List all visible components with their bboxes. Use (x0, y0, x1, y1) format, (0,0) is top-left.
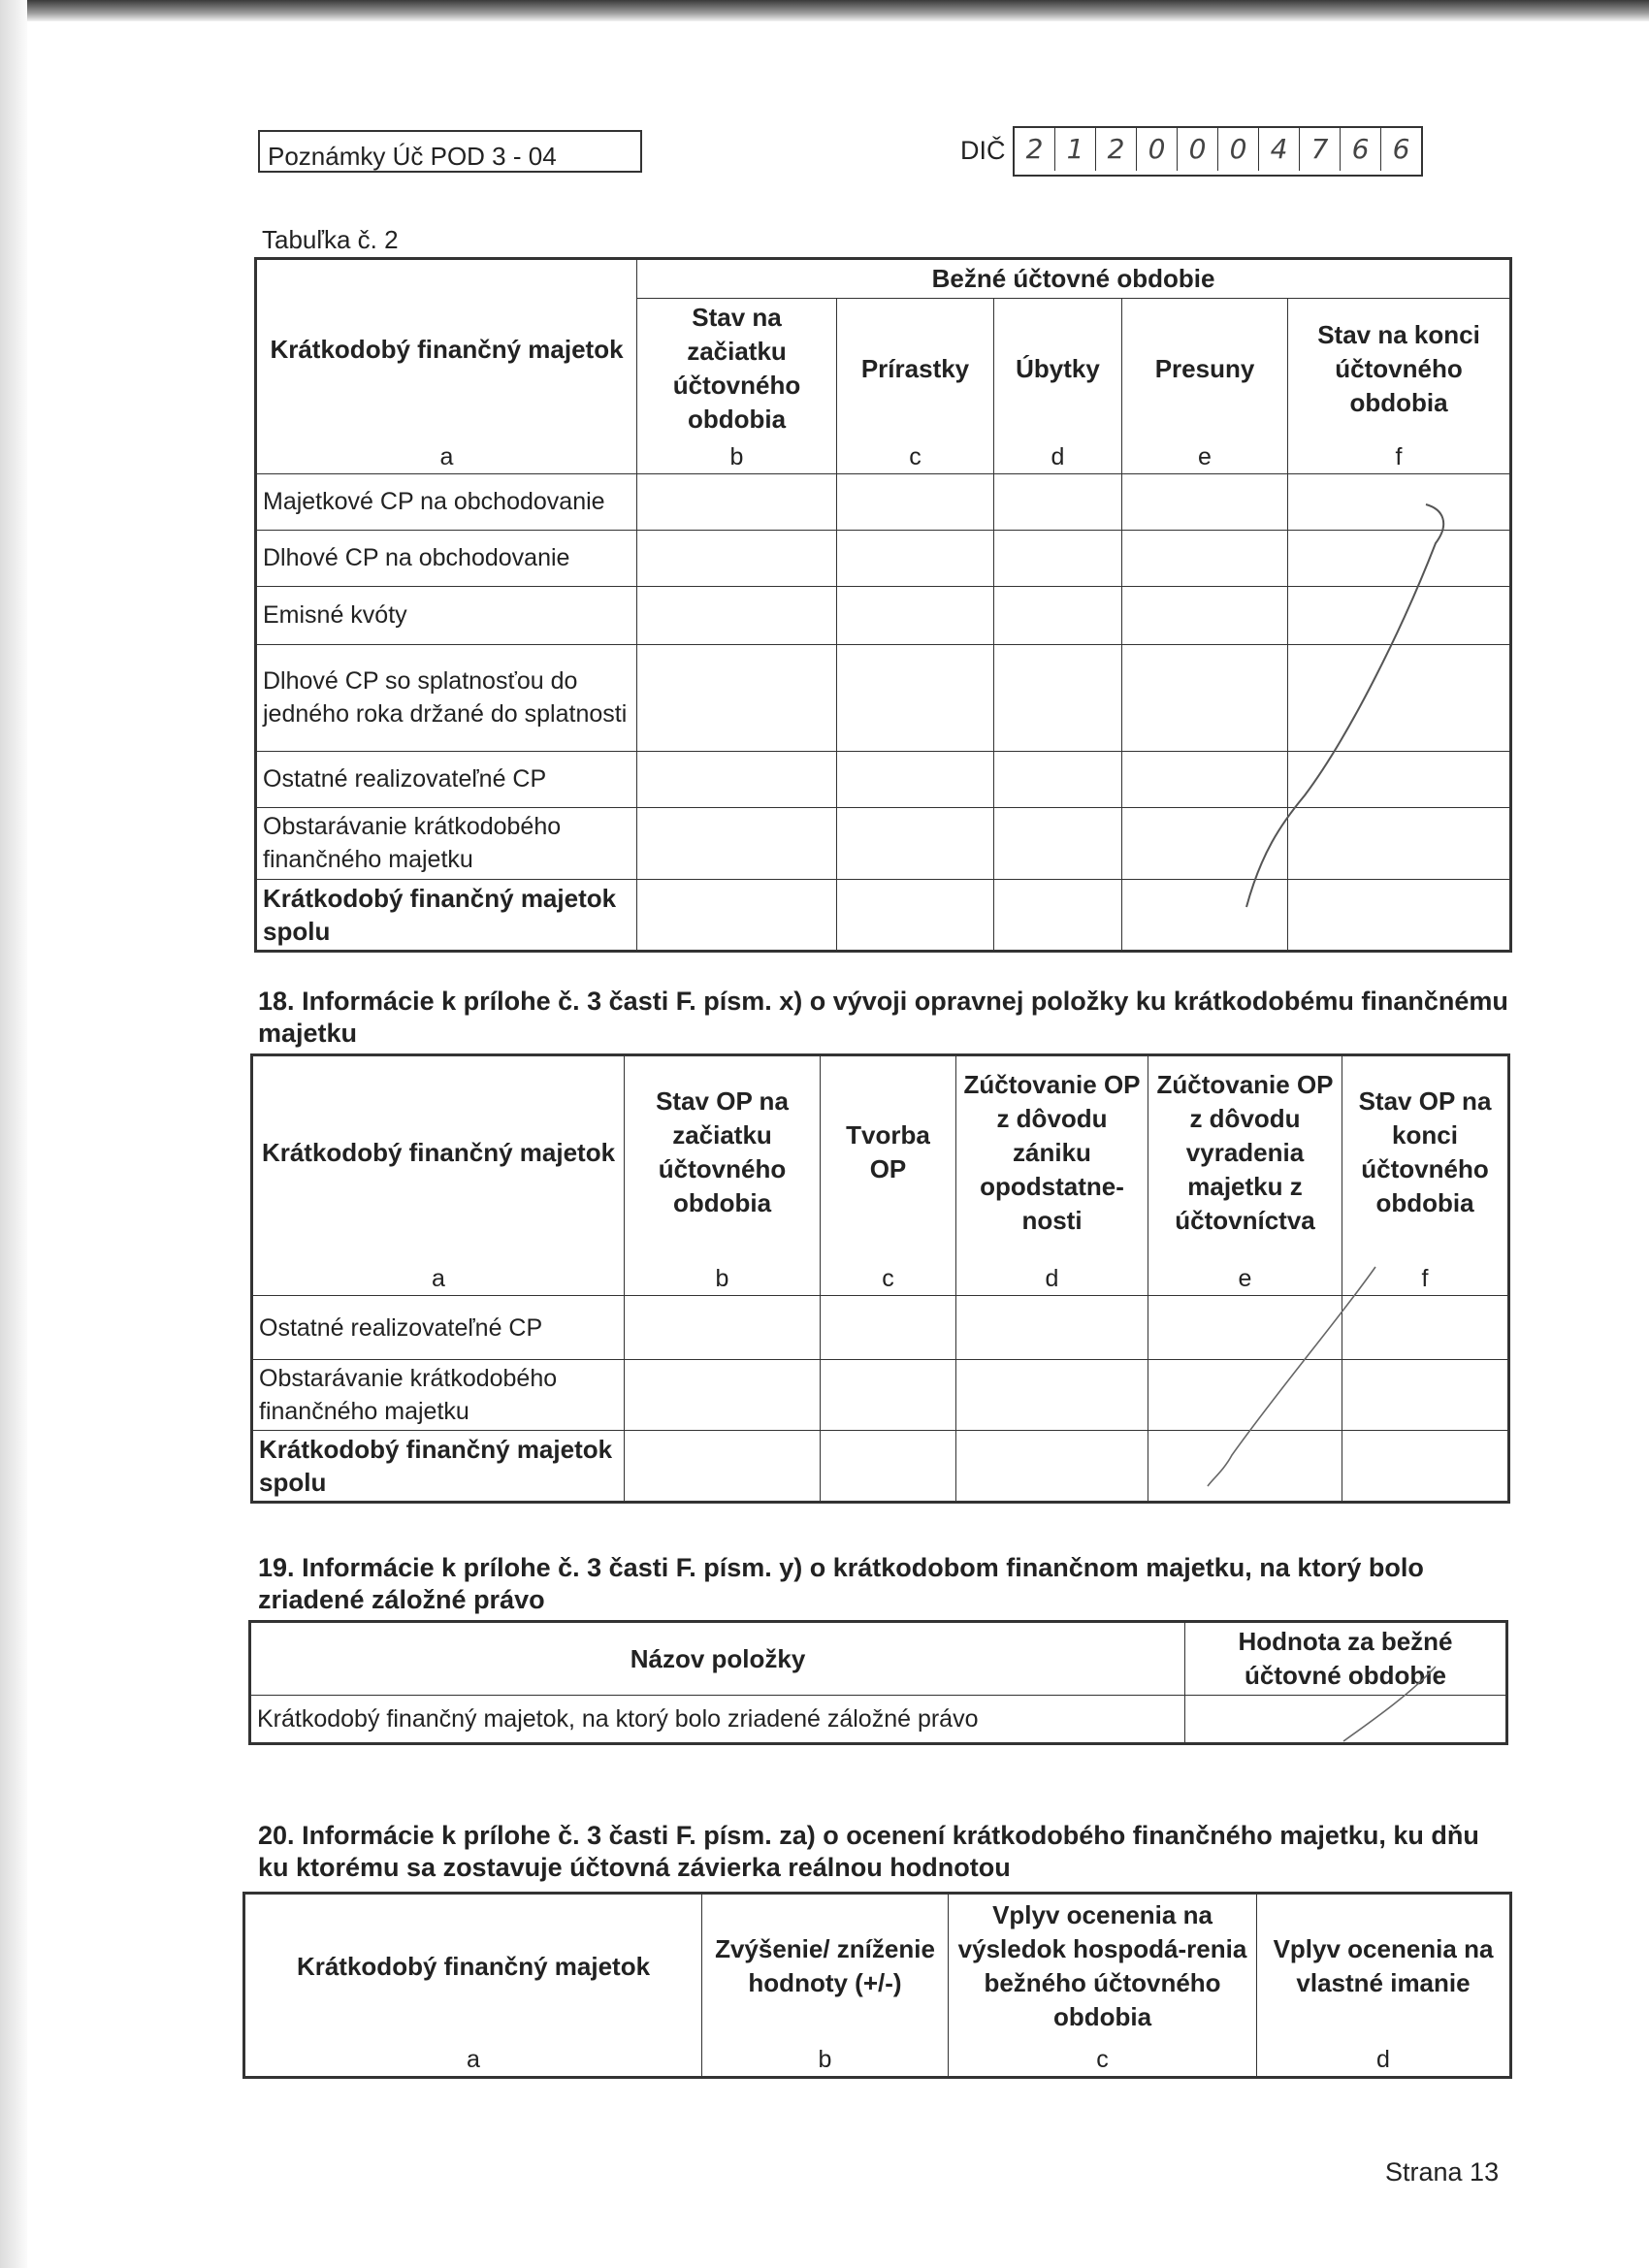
row-label: Obstarávanie krátkodobého finančného majetku (252, 1360, 625, 1431)
table19-header-name: Názov položky (250, 1622, 1185, 1696)
table2-caption: Tabuľka č. 2 (262, 225, 399, 254)
dic-digit: 0 (1218, 128, 1259, 171)
dic-digit: 2 (1015, 128, 1055, 171)
row-label: Dlhové CP na obchodovanie (256, 530, 637, 586)
table20-header-b: Zvýšenie/ zníženie hodnoty (+/-) (702, 1894, 949, 2039)
table18-letter: e (1148, 1249, 1342, 1296)
dic-digit: 6 (1392, 133, 1410, 165)
table2-header-period: Bežné účtovné obdobie (637, 259, 1511, 299)
table2-header-c: Prírastky (837, 299, 994, 439)
total-label: Krátkodobý finančný majetok spolu (256, 879, 637, 951)
table18-letter: c (821, 1249, 956, 1296)
table2-header-d: Úbytky (994, 299, 1122, 439)
row-label: Dlhové CP so splatnosťou do jedného roka držané do splatnosti (256, 644, 637, 751)
table18-letter: b (625, 1249, 821, 1296)
table18-header-a: Krátkodobý finančný majetok (252, 1055, 625, 1249)
table20-header-a: Krátkodobý finančný majetok (244, 1894, 702, 2039)
table20-letter: a (244, 2039, 702, 2078)
table18-letter: f (1342, 1249, 1509, 1296)
section19-title: Informácie k prílohe č. 3 časti F. písm. y) o krátkodobom finančnom majetku, na ktorý bolo zriadené záložné právo (258, 1553, 1424, 1614)
section20-title: Informácie k prílohe č. 3 časti F. písm. za) o ocenení krátkodobého finančného majetku, ku dňu ku ktorému sa zostavuje účtovná závierka reálnou hodnotou (258, 1821, 1479, 1882)
table18-header-b: Stav OP na začiatku účtovného obdobia (625, 1055, 821, 1249)
table2-header-e: Presuny (1122, 299, 1288, 439)
row-label: Majetkové CP na obchodovanie (256, 473, 637, 530)
table2-letter: f (1288, 438, 1511, 473)
table18-header-d: Zúčtovanie OP z dôvodu zániku opodstatne-nosti (956, 1055, 1148, 1249)
dic-digit: 0 (1137, 128, 1178, 171)
table18-header-e: Zúčtovanie OP z dôvodu vyradenia majetku z účtovníctva (1148, 1055, 1342, 1249)
dic-digit: 0 (1178, 128, 1218, 171)
section18-number: 18. (258, 987, 295, 1016)
row-label: Emisné kvóty (256, 586, 637, 644)
table20-header-c: Vplyv ocenenia na výsledok hospodá-renia bežného účtovného obdobia (949, 1894, 1257, 2039)
document-label: Poznámky Úč POD 3 - 04 (268, 142, 557, 171)
table18-letter: d (956, 1249, 1148, 1296)
table2-header-a: Krátkodobý finančný majetok (256, 259, 637, 439)
table19-header-value: Hodnota za bežné účtovné obdobie (1185, 1622, 1507, 1696)
dic-digit: 2 (1096, 128, 1137, 171)
row-label: Obstarávanie krátkodobého finančného majetku (256, 807, 637, 879)
pen-stroke-table18 (1208, 1267, 1375, 1486)
pen-stroke-table19 (1343, 1667, 1436, 1741)
total-label: Krátkodobý finančný majetok spolu (252, 1431, 625, 1503)
table2-header-f: Stav na konci účtovného obdobia (1288, 299, 1511, 439)
table18-letter: a (252, 1249, 625, 1296)
table2-letter: c (837, 438, 994, 473)
table20-letter: c (949, 2039, 1257, 2078)
table18-header-f: Stav OP na konci účtovného obdobia (1342, 1055, 1509, 1249)
table2-letter: a (256, 438, 637, 473)
dic-digit: 6 (1341, 128, 1381, 171)
table2-letter: b (637, 438, 837, 473)
dic-digit: 4 (1259, 128, 1300, 171)
table2-header-b: Stav na začiatku účtovného obdobia (637, 299, 837, 439)
pen-stroke-table2 (1246, 504, 1443, 907)
dic-digit: 1 (1055, 128, 1096, 171)
section20-number: 20. (258, 1821, 295, 1850)
page-number: Strana 13 (1385, 2157, 1500, 2187)
table20-header-d: Vplyv ocenenia na vlastné imanie (1257, 1894, 1511, 2039)
row-label: Ostatné realizovateľné CP (256, 751, 637, 807)
table20-letter: d (1257, 2039, 1511, 2078)
table2-letter: d (994, 438, 1122, 473)
dic-digit: 7 (1300, 128, 1341, 171)
table18-header-c: Tvorba OP (821, 1055, 956, 1249)
row-label: Krátkodobý finančný majetok, na ktorý bolo zriadené záložné právo (250, 1696, 1185, 1744)
row-label: Ostatné realizovateľné CP (252, 1296, 625, 1360)
dic-label: DIČ (960, 136, 1006, 165)
section19-number: 19. (258, 1553, 295, 1582)
table20-letter: b (702, 2039, 949, 2078)
table2-letter: e (1122, 438, 1288, 473)
section18-title: Informácie k prílohe č. 3 časti F. písm. x) o vývoji opravnej položky ku krátkodobému finančnému majetku (258, 987, 1508, 1048)
